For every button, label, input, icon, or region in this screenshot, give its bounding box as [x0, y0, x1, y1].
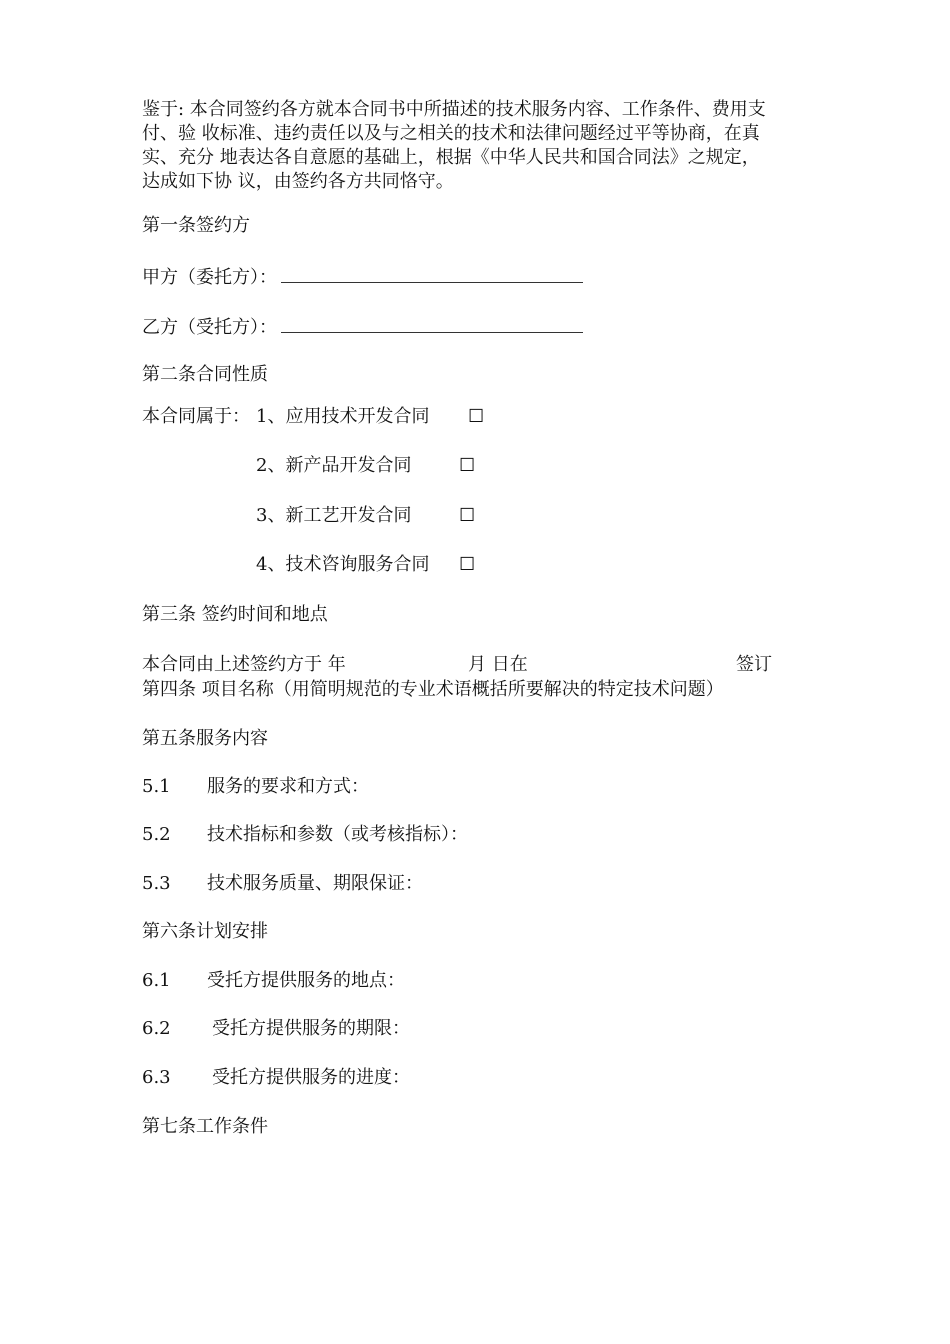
article7-title: 第七条工作条件 [142, 1116, 268, 1137]
party-b-row [142, 314, 583, 340]
item-number: 5.3 [142, 873, 171, 894]
contract-type-option-1: 1、应用技术开发合同 [256, 406, 430, 427]
party-b-label: 乙方（受托方）： [142, 317, 277, 338]
checkbox-1[interactable]: ☐ [468, 406, 485, 427]
contract-type-option-2: 2、新产品开发合同 [256, 455, 412, 476]
signing-month-day: 月 日在 [468, 654, 528, 675]
item-number: 6.2 [142, 1018, 171, 1039]
article1-title: 第一条签约方 [142, 215, 250, 236]
item-number: 5.1 [142, 776, 171, 797]
article6-title: 第六条计划安排 [142, 921, 268, 942]
party-b-blank-line[interactable] [281, 314, 583, 333]
party-a-label: 甲方（委托方）： [142, 267, 277, 288]
intro-line: 实、充分 地表达各自意愿的基础上，根据《中华人民共和国合同法》之规定， [142, 147, 760, 168]
item-text: 受托方提供服务的进度： [212, 1067, 410, 1088]
signing-end: 签订 [736, 654, 772, 675]
intro-line: 鉴于: 本合同签约各方就本合同书中所描述的技术服务内容、工作条件、费用支 [142, 99, 766, 120]
party-a-row [142, 264, 583, 290]
checkbox-3[interactable]: ☐ [459, 505, 476, 526]
item-number: 6.3 [142, 1067, 171, 1088]
contract-type-option-4: 4、技术咨询服务合同 [256, 554, 430, 575]
article5-title: 第五条服务内容 [142, 728, 268, 749]
article4-title: 第四条 项目名称（用简明规范的专业术语概括所要解决的特定技术问题） [142, 679, 724, 700]
item-text: 技术服务质量、期限保证： [207, 873, 423, 894]
item-text: 受托方提供服务的期限： [212, 1018, 410, 1039]
checkbox-2[interactable]: ☐ [459, 455, 476, 476]
item-text: 服务的要求和方式： [207, 776, 369, 797]
article2-title: 第二条合同性质 [142, 364, 268, 385]
article3-title: 第三条 签约时间和地点 [142, 604, 328, 625]
contract-type-prefix: 本合同属于： [142, 406, 250, 427]
signing-date-start: 本合同由上述签约方于 年 [142, 654, 346, 675]
item-number: 5.2 [142, 824, 171, 845]
contract-type-option-3: 3、新工艺开发合同 [256, 505, 412, 526]
party-a-blank-line[interactable] [281, 264, 583, 283]
item-text: 受托方提供服务的地点： [207, 970, 405, 991]
intro-paragraph [142, 98, 822, 194]
intro-line: 达成如下协 议，由签约各方共同恪守。 [142, 171, 454, 192]
item-number: 6.1 [142, 970, 171, 991]
checkbox-4[interactable]: ☐ [459, 554, 476, 575]
item-text: 技术指标和参数（或考核指标）： [207, 824, 468, 845]
intro-line: 付、验 收标准、违约责任以及与之相关的技术和法律问题经过平等协商，在真 [142, 123, 760, 144]
